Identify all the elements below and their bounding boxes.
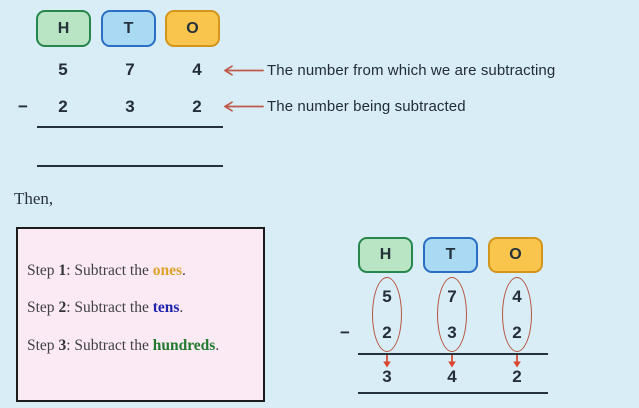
step-3-keyword: hundreds (152, 337, 216, 354)
subtrahend-digit-hundreds: 2 (58, 97, 68, 116)
solved-minus-sign: − (340, 323, 350, 342)
minuend-digit-ones: 4 (192, 60, 202, 79)
step-2-body: : Subtract the (66, 299, 153, 316)
step-1-number: 1 (58, 262, 67, 279)
step-3-number: 3 (58, 337, 67, 354)
step-2-keyword: tens (152, 299, 180, 316)
step-1-lead: Step (27, 262, 59, 279)
minuend-digit-tens: 7 (125, 60, 135, 79)
answer-rule-line (37, 165, 223, 167)
difference-ones: 2 (512, 367, 522, 386)
solved-answer-rule-line (358, 392, 548, 394)
difference-tens: 4 (447, 367, 457, 386)
place-box-hundreds-label: H (57, 19, 70, 37)
solved-place-box-hundreds-label: H (379, 246, 392, 263)
solved-subtrahend-ones: 2 (512, 323, 522, 342)
step-2-lead: Step (27, 299, 59, 316)
then-label: Then, (14, 189, 54, 208)
place-box-tens (101, 10, 156, 47)
subtraction-rule-line (37, 126, 223, 128)
solved-minuend-tens: 7 (447, 287, 457, 306)
solved-place-box-ones-label: O (509, 246, 522, 263)
solved-place-box-ones (488, 237, 543, 273)
place-box-ones (165, 10, 220, 47)
step-1-body: : Subtract the (66, 262, 153, 279)
step-1-keyword: ones (152, 262, 183, 279)
minuend-digit-hundreds: 5 (58, 60, 68, 79)
solved-minuend-hundreds: 5 (382, 287, 392, 306)
difference-hundreds: 3 (382, 367, 392, 386)
step-3 (27, 337, 219, 355)
minus-sign: − (18, 97, 28, 116)
steps-box (16, 227, 265, 402)
subtrahend-digit-ones: 2 (192, 97, 202, 116)
minuend-note: The number from which we are subtracting (267, 62, 556, 79)
step-3-lead: Step (27, 337, 59, 354)
solved-subtrahend-hundreds: 2 (382, 323, 392, 342)
step-1-period: . (182, 262, 186, 279)
step-2 (27, 299, 183, 317)
solved-place-box-tens (423, 237, 478, 273)
solved-minuend-ones: 4 (512, 287, 522, 306)
step-2-number: 2 (58, 299, 67, 316)
place-box-tens-label: T (123, 19, 134, 37)
step-3-body: : Subtract the (66, 337, 153, 354)
step-1 (27, 262, 186, 280)
step-3-period: . (215, 337, 220, 354)
minuend-arrow-icon (216, 64, 264, 77)
solved-subtrahend-tens: 3 (447, 323, 457, 342)
place-box-ones-label: O (186, 19, 199, 37)
place-box-hundreds (36, 10, 91, 47)
subtrahend-note: The number being subtracted (267, 98, 466, 115)
solved-place-box-tens-label: T (445, 246, 456, 263)
subtrahend-digit-tens: 3 (125, 97, 135, 116)
solved-place-box-hundreds (358, 237, 413, 273)
subtrahend-arrow-icon (216, 100, 264, 113)
step-2-period: . (179, 299, 184, 316)
